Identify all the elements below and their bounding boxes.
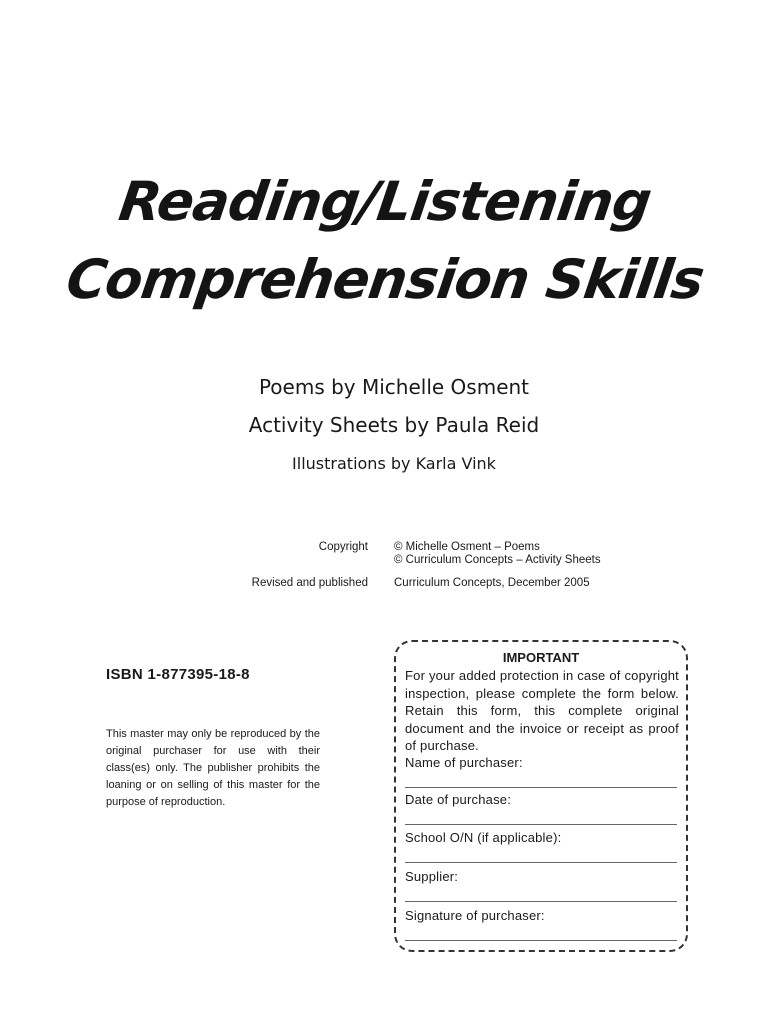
title-line-2: Comprehension Skills bbox=[62, 248, 708, 311]
activity-sheets-credit: Activity Sheets by Paula Reid bbox=[248, 413, 540, 437]
important-title: IMPORTANT bbox=[502, 650, 580, 665]
title-line-1: Reading/Listening bbox=[115, 170, 655, 233]
school-order-number-label: School O/N (if applicable): bbox=[405, 830, 562, 845]
name-of-purchaser-label: Name of purchaser: bbox=[405, 755, 523, 770]
reproduction-note: This master may only be reproduced by the original purchaser for use with their class(es) only. The publisher prohibits the loaning or on selling of this master for the purpose of reproduction. bbox=[106, 728, 320, 808]
school-order-number-line[interactable] bbox=[405, 862, 677, 863]
isbn: ISBN 1-877395-18-8 bbox=[106, 666, 250, 683]
supplier-label: Supplier: bbox=[405, 869, 459, 884]
signature-of-purchaser-line[interactable] bbox=[405, 940, 677, 941]
important-body: For your added protection in case of copyright inspection, please complete the form below. Retain this form, this complete original document and the invoice or receipt as proof of purchase. bbox=[405, 668, 679, 753]
name-of-purchaser-line[interactable] bbox=[405, 787, 677, 788]
revised-label: Revised and published bbox=[251, 577, 368, 589]
supplier-line[interactable] bbox=[405, 901, 677, 902]
copyright-poems: © Michelle Osment – Poems bbox=[394, 541, 540, 553]
date-of-purchase-label: Date of purchase: bbox=[405, 792, 512, 807]
revised-value: Curriculum Concepts, December 2005 bbox=[394, 577, 590, 589]
signature-of-purchaser-label: Signature of purchaser: bbox=[405, 908, 545, 923]
date-of-purchase-line[interactable] bbox=[405, 824, 677, 825]
illustrations-credit: Illustrations by Karla Vink bbox=[292, 454, 496, 473]
copyright-label: Copyright bbox=[318, 541, 368, 553]
copyright-activity-sheets: © Curriculum Concepts – Activity Sheets bbox=[394, 554, 601, 566]
poems-credit: Poems by Michelle Osment bbox=[258, 375, 530, 399]
